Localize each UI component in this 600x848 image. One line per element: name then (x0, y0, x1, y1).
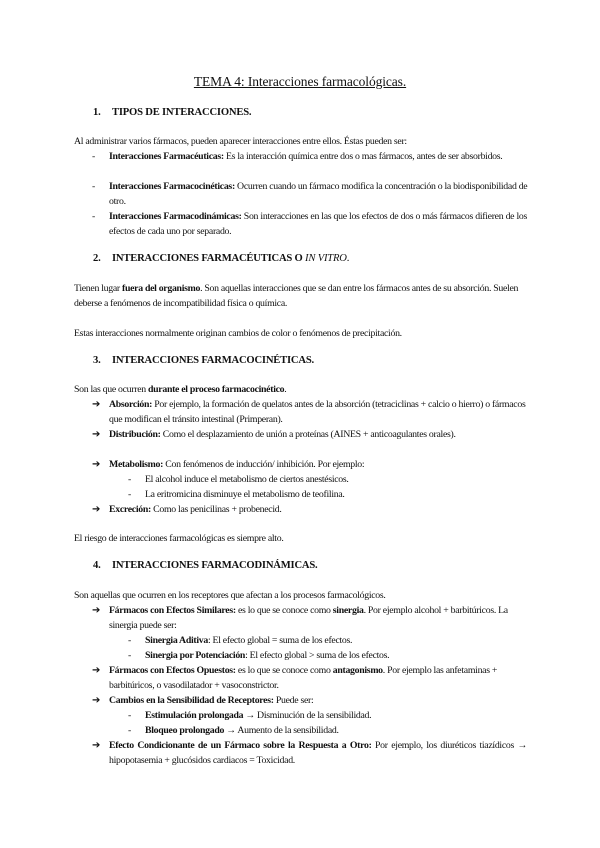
section-3-heading: 3. INTERACCIONES FARMACOCINÉTICAS. (93, 355, 314, 366)
arrow-icon: ➔ (92, 399, 101, 410)
arrow-icon: ➔ (92, 605, 101, 616)
dash-marker: - (128, 635, 132, 646)
sub-list-item: Bloqueo prolongado → Aumento de la sensibilidad. (145, 725, 339, 736)
list-item: Cambios en la Sensibilidad de Receptores: Puede ser: (109, 695, 314, 706)
sub-list-item: La eritromicina disminuye el metabolismo de teofilina. (145, 489, 345, 500)
dash-marker: - (128, 710, 132, 721)
section-2-paragraph: Tienen lugar fuera del organismo. Son aquellas interacciones que se dan entre los fármacos antes de su absorción. Suelen deberse a fenómenos de incompatibilidad física o química. (74, 283, 519, 309)
page-title: TEMA 4: Interacciones farmacológicas. (193, 74, 407, 89)
sub-list-item: Estimulación prolongada → Disminución de la sensibilidad. (145, 710, 372, 721)
arrow-icon: ➔ (92, 695, 101, 706)
dash-marker: - (92, 211, 96, 222)
section-4-heading: 4. INTERACCIONES FARMACODINÁMICAS. (93, 560, 318, 571)
arrow-icon: ➔ (92, 665, 101, 676)
sub-list-item: El alcohol induce el metabolismo de ciertos anestésicos. (145, 474, 349, 485)
section-2-heading: 2. INTERACCIONES FARMACÉUTICAS O IN VITRO. (93, 253, 350, 264)
section-3-intro: Son las que ocurren durante el proceso farmacocinético. (74, 384, 287, 395)
dash-marker: - (128, 474, 132, 485)
list-item: Fármacos con Efectos Similares: es lo que se conoce como sinergia. Por ejemplo alcohol + barbitúricos. La sinergia puede ser: (109, 605, 508, 631)
section-3-closing: El riesgo de interacciones farmacológicas es siempre alto. (74, 533, 284, 544)
section-1-intro: Al administrar varios fármacos, pueden aparecer interacciones entre ellos. Éstas pueden ser: (74, 136, 407, 147)
dash-marker: - (128, 650, 132, 661)
arrow-icon: ➔ (92, 740, 101, 751)
list-item: Interacciones Farmacodinámicas: Son interacciones en las que los efectos de dos o más fármacos difieren de los efectos de cada uno por separado. (109, 211, 527, 237)
list-item: Distribución: Como el desplazamiento de unión a proteínas (AINES + anticoagulantes orales). (109, 429, 456, 440)
list-item: Excreción: Como las penicilinas + probenecid. (109, 504, 282, 515)
dash-marker: - (92, 181, 96, 192)
section-4-intro: Son aquellas que ocurren en los receptores que afectan a los procesos farmacológicos. (74, 590, 386, 601)
section-1-heading: 1. TIPOS DE INTERACCIONES. (93, 107, 252, 118)
dash-marker: - (92, 151, 96, 162)
sub-list-item: Sinergia Aditiva: El efecto global = suma de los efectos. (145, 635, 353, 646)
list-item: Fármacos con Efectos Opuestos: es lo que se conoce como antagonismo. Por ejemplo las anfetaminas + barbitúricos, o vasodilatador + vasoconstrictor. (109, 665, 498, 691)
arrow-icon: ➔ (92, 429, 101, 440)
arrow-icon: ➔ (92, 504, 101, 515)
sub-list-item: Sinergia por Potenciación: El efecto global > suma de los efectos. (145, 650, 390, 661)
list-item: Absorción: Por ejemplo, la formación de quelatos antes de la absorción (tetraciclinas + calcio o hierro) o fármacos que modifican el tránsito intestinal (Primperan). (109, 399, 526, 425)
dash-marker: - (128, 489, 132, 500)
list-item: Efecto Condicionante de un Fármaco sobre la Respuesta a Otro: Por ejemplo, los diuréticos tiazídicos → hipopotasemia + glucósidos cardiacos = Toxicidad. (109, 740, 527, 766)
list-item: Interacciones Farmacocinéticas: Ocurren cuando un fármaco modifica la concentración o la biodisponibilidad de otro. (109, 181, 528, 207)
dash-marker: - (128, 725, 132, 736)
arrow-icon: ➔ (92, 459, 101, 470)
list-item: Interacciones Farmacéuticas: Es la interacción química entre dos o mas fármacos, antes de ser absorbidos. (109, 151, 503, 162)
section-2-paragraph-2: Estas interacciones normalmente originan cambios de color o fenómenos de precipitación. (74, 328, 402, 339)
list-item: Metabolismo: Con fenómenos de inducción/ inhibición. Por ejemplo: (109, 459, 365, 470)
